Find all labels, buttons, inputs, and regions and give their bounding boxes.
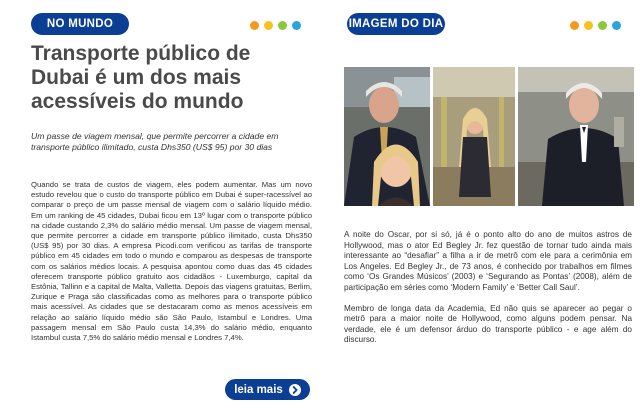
read-more-button[interactable]: [225, 379, 310, 400]
photo-ed-begley: [518, 67, 634, 206]
article-subhead: Um passe de viagem mensal, que permite percorrer a cidade em transporte público ilimitado, custa Dhs350 (US$ 95) por 30 dias: [31, 131, 279, 152]
dot-yellow: [264, 21, 273, 30]
photo-collage: [344, 67, 634, 206]
dot-blue: [612, 21, 621, 30]
caption-paragraph-1: A noite do Oscar, por si só, já é o ponto alto do ano de muitos astros de Hollywood, mas o ator Ed Begley Jr. fez questão de tornar tudo ainda mais interessante ao “desafiar” a filha a ir de metrô com ele para a cerimônia em Los Angeles. Ed Begley Jr., de 73 anos, é conhecido por trabalhos em filmes como ‘Os Grandes Músicos’ (2003) e ‘Segurando as Pontas’ (2008), além de participação em séries como ‘Modern Family’ e ‘Better Call Saul’.: [344, 230, 632, 292]
section-label-imagem-do-dia: IMAGEM DO DIA: [347, 13, 445, 35]
photo-subway-train: [433, 67, 515, 206]
dot-blue: [292, 21, 301, 30]
right-article: [320, 0, 641, 411]
caption-paragraph-2: Membro de longa data da Academia, Ed não quis se aparecer ao pegar o metrô para a maior noite de Hollywood, como alguns podem pensar. Na verdade, ele é um defensor árduo do transporte público - e age além do discurso.: [344, 303, 632, 345]
left-article: [0, 0, 320, 411]
photo-subway-selfie: [344, 67, 430, 206]
dot-orange: [570, 21, 579, 30]
decor-dots-right: [570, 21, 621, 30]
article-body: Quando se trata de custos de viagem, eles podem aumentar. Mas um novo estudo revelou que o custo do transporte público em Dubai é super-racessível ao comparar o preço de um passe mensal de viagem com o salário líquido médio. Em um ranking de 45 cidades, Dubai ficou em 13º lugar com o transporte público na cidade custando 2,3% do salário médio mensal. Um passe de viagem mensal, que permite percorrer a cidade em transporte público ilimitado, custa Dhs350 (US$ 95) por 30 dias. A empresa Picodi.com verificou as tarifas de transporte público em 45 cidades em todo o mundo e comparou as despesas de transporte com os salários médios locais. A pesquisa apontou como duas das 45 cidades oferecem transporte público gratuito aos cidadãos - Luxemburgo, capital da Estônia, Tallinn e a capital de Malta, Valletta. Depois das viagens gratuitas, Berlim, Zurique e Praga são classificadas como as melhores para o transporte público mais acessível. As cidades que se destacaram como as menos acessíveis em relação ao salário líquido médio são São Paulo, Istambul e Londres. Uma passagem mensal em São Paulo custa 14,3% do salário médio, enquanto Istambul custa 7,5% do salário médio mensal e Londres 7,4%.: [31, 180, 312, 343]
dot-green: [598, 21, 607, 30]
read-more-label: leia mais: [234, 383, 283, 396]
dot-orange: [250, 21, 259, 30]
chevron-right-icon: [289, 384, 301, 396]
decor-dots-left: [250, 21, 301, 30]
article-headline: Transporte público de Dubai é um dos mais acessíveis do mundo: [31, 42, 251, 113]
dot-green: [278, 21, 287, 30]
image-caption-text: [344, 230, 632, 356]
dot-yellow: [584, 21, 593, 30]
section-label-no-mundo: NO MUNDO: [31, 13, 129, 35]
